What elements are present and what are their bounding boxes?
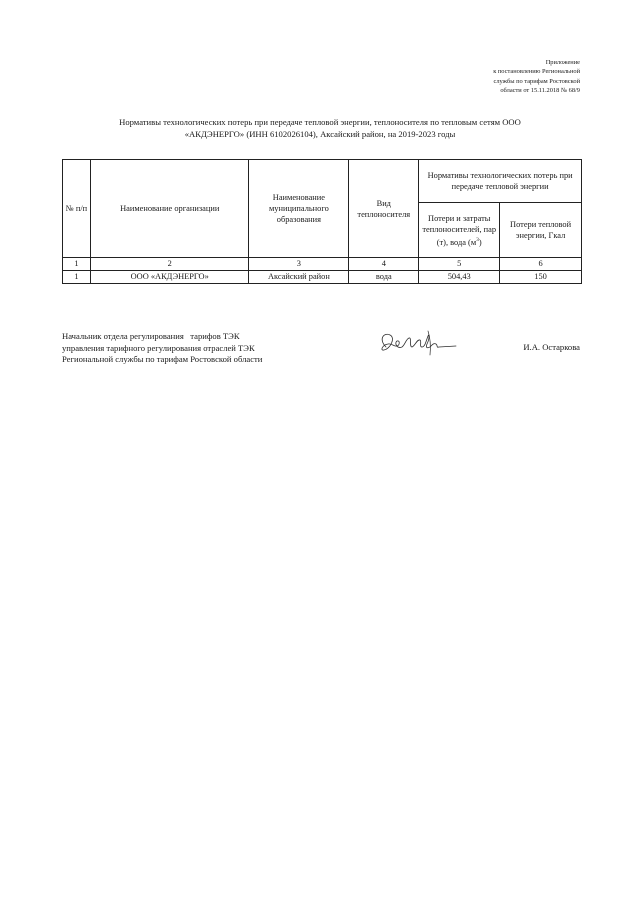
header-organization: Наименование организации [90,160,249,258]
column-number: 5 [419,258,500,271]
cell-losses-carrier: 504,43 [419,271,500,284]
column-number-row [63,258,582,271]
header-row-1 [63,160,582,203]
column-number: 6 [500,258,582,271]
column-number: 2 [90,258,249,271]
header-municipality: Наименование муниципального образования [249,160,349,258]
annex-line: к постановлению Региональной [493,68,580,76]
document-title [60,117,580,141]
handwritten-signature [376,327,458,359]
cell-num: 1 [63,271,91,284]
signatory-name: И.А. Остаркова [523,342,580,352]
column-number: 1 [63,258,91,271]
header-losses-carrier [419,203,500,258]
annex-line: Приложение [545,59,580,66]
header-norms-group: Нормативы технологических потерь при передаче тепловой энергии [419,160,582,203]
table-row [63,271,582,284]
cell-carrier-type: вода [349,271,419,284]
column-number: 4 [349,258,419,271]
title-line-2: «АКДЭНЕРГО» (ИНН 6102026104), Аксайский район, на 2019-2023 годы [184,128,456,139]
header-losses-carrier-end: ) [478,237,482,247]
header-losses-heat: Потери тепловой энергии, Гкал [500,203,582,258]
norms-table [62,159,582,284]
annex-line: службы по тарифам Ростовской [493,77,580,85]
position-line: управления тарифного регулирования отраслей ТЭК [62,342,255,353]
header-losses-carrier-text: Потери и затраты теплоносителей, пар (т), вода (м [422,213,497,247]
cell-losses-heat: 150 [500,271,582,284]
cell-organization: ООО «АКДЭНЕРГО» [90,271,249,284]
annex-note [380,58,580,96]
title-line-1: Нормативы технологических потерь при передаче тепловой энергии, теплоносителя по тепловым сетям ООО [119,117,521,127]
cell-municipality: Аксайский район [249,271,349,284]
annex-line: области от 15.11.2018 № 68/9 [500,87,580,95]
position-line: Начальник отдела регулирования тарифов ТЭК [62,331,240,341]
header-num: № п/п [63,160,91,258]
header-carrier-type: Вид теплоносителя [349,160,419,258]
header-losses-carrier-sup: 3 [476,236,479,243]
column-number: 3 [249,258,349,271]
signatory-position [62,331,342,366]
position-line: Региональной службы по тарифам Ростовской области [62,354,263,365]
